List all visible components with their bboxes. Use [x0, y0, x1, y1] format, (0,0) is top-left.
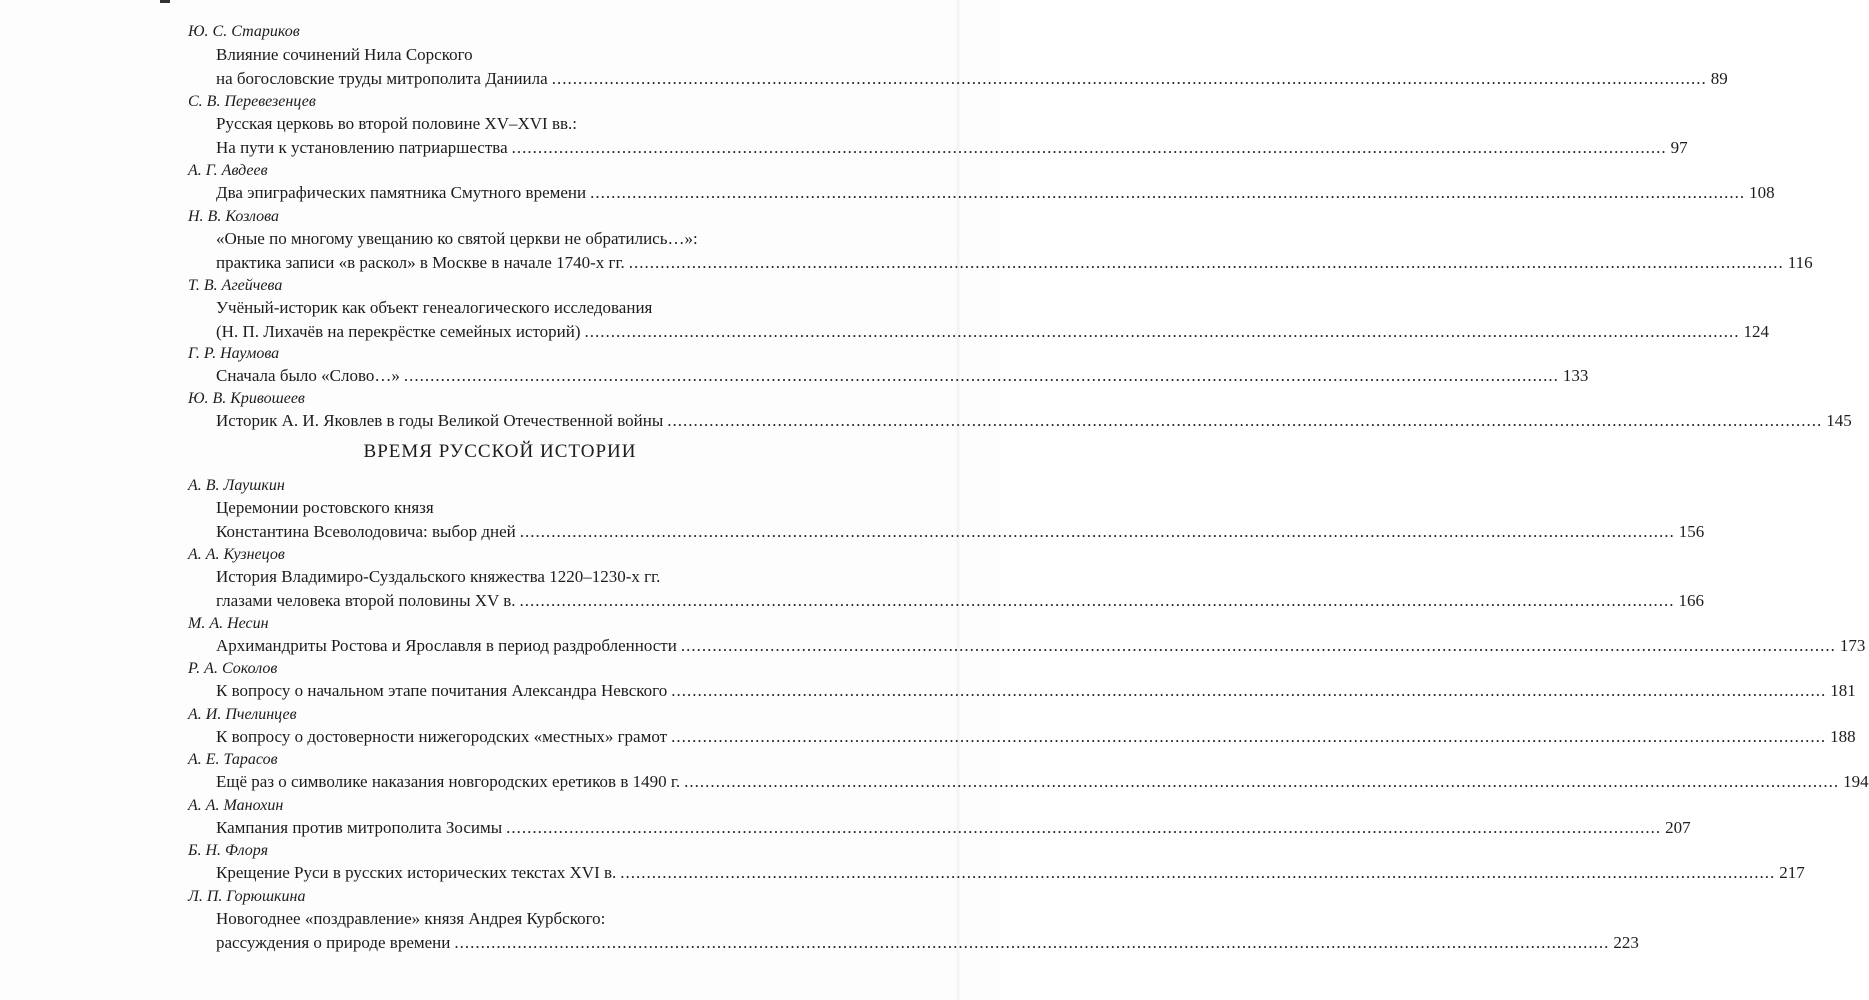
dot-leader: ............................................................................................................................................................................................................................: [551, 69, 1707, 88]
toc-entry-author: А. Е. Тарасов: [188, 751, 278, 768]
toc-entry-page-number: 223: [1613, 933, 1639, 952]
dot-leader: ............................................................................................................................................................................................................................: [590, 183, 1746, 202]
dot-leader: ............................................................................................................................................................................................................................: [671, 727, 1827, 746]
toc-entry-title-line: [216, 566, 808, 588]
toc-entry-title-text: Кампания против митрополита Зосимы: [216, 818, 503, 837]
toc-entry-title-text: Константина Всеволодовича: выбор дней: [216, 522, 516, 541]
toc-entry-page-number: 181: [1830, 681, 1856, 700]
toc-entry-author: А. В. Лаушкин: [188, 477, 285, 494]
toc-entry-title-text: Русская церковь во второй половине XV–XVI вв.:: [216, 114, 577, 133]
dot-leader: ............................................................................................................................................................................................................................: [519, 522, 1675, 541]
toc-entry-title-text: На пути к установлению патриаршества: [216, 138, 508, 157]
toc-entry-author: Ю. В. Кривошеев: [188, 390, 305, 407]
toc-entry-title-text: Ещё раз о символике наказания новгородских еретиков в 1490 г.: [216, 772, 681, 791]
toc-entry-title-line: [216, 590, 1705, 612]
dot-leader: ............................................................................................................................................................................................................................: [667, 411, 1823, 430]
toc-entry-page-number: 116: [1787, 253, 1813, 272]
toc-entry-author: А. А. Манохин: [188, 797, 284, 814]
toc-entry-title-text: рассуждения о природе времени: [216, 933, 451, 952]
toc-entry-author: Н. В. Козлова: [188, 208, 279, 225]
toc-entry-title-text: «Оные по многому увещанию ко святой церкви не обратились…»:: [216, 229, 698, 248]
toc-entry-title-line: [216, 908, 808, 930]
toc-entry-page-number: 108: [1749, 183, 1775, 202]
toc-entry-author: С. В. Перевезенцев: [188, 93, 316, 110]
toc-entry-title-text: К вопросу о достоверности нижегородских «местных» грамот: [216, 727, 668, 746]
dot-leader: ............................................................................................................................................................................................................................: [620, 863, 1776, 882]
toc-entry-title-line: [216, 635, 1866, 657]
toc-entry-page-number: 217: [1779, 863, 1805, 882]
toc-entry-title-text: Церемонии ростовского князя: [216, 498, 434, 517]
toc-entry-author: А. А. Кузнецов: [188, 546, 285, 563]
toc-entry-title-line: [216, 410, 1852, 432]
toc-entry-title-text: глазами человека второй половины XV в.: [216, 591, 516, 610]
dot-leader: ............................................................................................................................................................................................................................: [403, 366, 1559, 385]
toc-entry-title-line: [216, 726, 1856, 748]
toc-entry-author: Л. П. Горюшкина: [188, 888, 306, 905]
section-title: ВРЕМЯ РУССКОЙ ИСТОРИИ: [363, 441, 637, 462]
toc-entry-title-line: [216, 862, 1805, 884]
toc-entry-title-text: на богословские труды митрополита Даниила: [216, 69, 548, 88]
dot-leader: ............................................................................................................................................................................................................................: [454, 933, 1610, 952]
toc-entry-title-text: Крещение Руси в русских исторических текстах XVI в.: [216, 863, 617, 882]
toc-entry-title-text: Два эпиграфических памятника Смутного времени: [216, 183, 587, 202]
toc-entry-page-number: 156: [1678, 522, 1705, 541]
dot-leader: ............................................................................................................................................................................................................................: [584, 322, 1740, 341]
toc-entry-page-number: 133: [1562, 366, 1589, 385]
toc-entry-title-line: [216, 44, 808, 66]
toc-entry-title-line: [216, 521, 1705, 543]
toc-entry-title-line: [216, 497, 808, 519]
toc-entry-title-line: [216, 182, 1775, 204]
toc-entry-title-line: [216, 228, 808, 250]
dot-leader: ............................................................................................................................................................................................................................: [680, 636, 1836, 655]
toc-entry-title-text: практика записи «в раскол» в Москве в начале 1740-х гг.: [216, 253, 625, 272]
toc-entry-title-text: Архимандриты Ростова и Ярославля в период раздробленности: [216, 636, 677, 655]
toc-entry-author: А. И. Пчелинцев: [188, 706, 297, 723]
toc-entry-title-line: [216, 817, 1691, 839]
dot-leader: ............................................................................................................................................................................................................................: [506, 818, 1662, 837]
toc-entry-title-text: Сначала было «Слово…»: [216, 366, 400, 385]
toc-entry-title-text: История Владимиро-Суздальского княжества 1220–1230-х гг.: [216, 567, 661, 586]
toc-entry-author: Г. Р. Наумова: [188, 345, 280, 362]
toc-entry-page-number: 188: [1830, 727, 1856, 746]
toc-entry-page-number: 194: [1843, 772, 1869, 791]
toc-entry-author: Т. В. Агейчева: [188, 277, 283, 294]
toc-entry-title-line: [216, 297, 808, 319]
toc-entry-author: Б. Н. Флоря: [188, 842, 269, 859]
toc-entry-title-line: [216, 68, 1728, 90]
toc-entry-page-number: 89: [1710, 69, 1728, 88]
toc-entry-author: М. А. Несин: [188, 615, 269, 632]
toc-entry-page-number: 207: [1665, 818, 1691, 837]
toc-entry-page-number: 97: [1670, 138, 1688, 157]
toc-entry-title-line: [216, 680, 1856, 702]
dot-leader: ............................................................................................................................................................................................................................: [519, 591, 1675, 610]
toc-entry-title-line: [216, 113, 808, 135]
toc-entry-title-line: [216, 137, 1688, 159]
toc-entry-author: А. Г. Авдеев: [188, 162, 268, 179]
toc-entry-title-text: К вопросу о начальном этапе почитания Александра Невского: [216, 681, 668, 700]
toc-entry-page-number: 145: [1826, 411, 1852, 430]
toc-entry-title-line: [216, 321, 1770, 343]
toc-entry-title-line: [216, 932, 1639, 954]
toc-entry-title-text: Новогоднее «поздравление» князя Андрея Курбского:: [216, 909, 606, 928]
toc-entry-page-number: 173: [1839, 636, 1866, 655]
toc-entry-title-line: [216, 771, 1869, 793]
toc-entry-author: Ю. С. Стариков: [188, 23, 300, 40]
toc-entry-title-text: Учёный-историк как объект генеалогического исследования: [216, 298, 653, 317]
dot-leader: ............................................................................................................................................................................................................................: [511, 138, 1667, 157]
toc-entry-title-text: (Н. П. Лихачёв на перекрёстке семейных историй): [216, 322, 581, 341]
dot-leader: ............................................................................................................................................................................................................................: [684, 772, 1840, 791]
toc-entry-page-number: 166: [1678, 591, 1705, 610]
dot-leader: ............................................................................................................................................................................................................................: [671, 681, 1827, 700]
toc-entry-title-line: [216, 365, 1589, 387]
toc-entry-author: Р. А. Соколов: [188, 660, 278, 677]
toc-entry-title-text: Влияние сочинений Нила Сорского: [216, 45, 473, 64]
toc-entry-title-text: Историк А. И. Яковлев в годы Великой Отечественной войны: [216, 411, 664, 430]
toc-entry-title-line: [216, 252, 1813, 274]
dot-leader: ............................................................................................................................................................................................................................: [628, 253, 1784, 272]
toc-entry-page-number: 124: [1743, 322, 1770, 341]
